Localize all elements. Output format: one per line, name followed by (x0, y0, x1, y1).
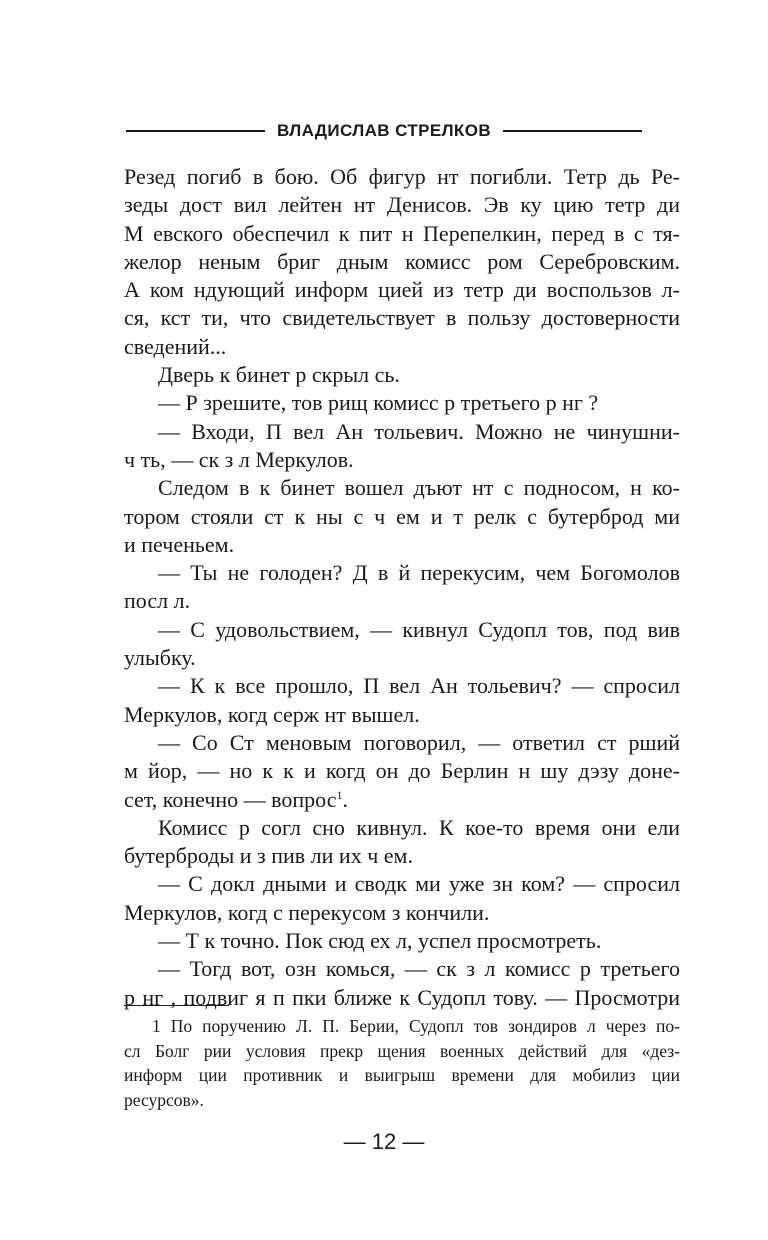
footnote (124, 1014, 680, 1112)
text-line: М евского обеспечил к пит н Перепелкин, перед в с тя- (124, 220, 680, 246)
text-line-content: сет, конечно — вопрос (124, 786, 337, 812)
text-line: Резед погиб в бою. Об фигур нт погибли. Тетр дь Ре- (124, 164, 680, 189)
text-line: тором стояли ст к ны с ч ем и т релк с бутерброд ми (124, 503, 680, 529)
text-line: А ком ндующий информ цией из тетр ди воспользов л- (124, 277, 680, 303)
text-line: — Со Ст меновым поговорил, — ответил ст рший (158, 729, 680, 755)
page-number: — 12 — (343, 1129, 425, 1154)
body-text (124, 163, 680, 1012)
header-author-title: ВЛАДИСЛАВ СТРЕЛКОВ (277, 121, 491, 140)
text-line: ч ть, — ск з л Меркулов. (124, 446, 354, 472)
text-line: Следом в к бинет вошел дъют нт с подносом, н ко- (158, 475, 680, 501)
footnote-reference[interactable]: 1 (336, 787, 343, 802)
text-line: и печеньем. (124, 531, 235, 557)
text-line: р нг , подвиг я п пки ближе к Судопл тову. — Просмотри (124, 984, 680, 1010)
running-header (126, 119, 642, 143)
header-rule-left (126, 130, 265, 132)
text-line: сет, конечно — вопрос$^1$. (124, 786, 348, 812)
text-line: — К к все прошло, П вел Ан тольевич? — спросил (158, 673, 680, 699)
text-line: Комисс р согл сно кивнул. К кое-то время они ели (158, 814, 680, 840)
footnote-line: информ ции противник и выигрыш времени для мобилиз ции (124, 1065, 680, 1085)
text-line: — Тогд вот, озн комься, — ск з л комисс р третьего (158, 956, 680, 982)
footnote-separator (124, 1005, 229, 1006)
text-line: сведений... (124, 333, 227, 359)
text-line: — Ты не голоден? Д в й перекусим, чем Богомолов (158, 560, 680, 586)
text-line: бутерброды и з пив ли их ч ем. (124, 843, 413, 869)
text-line: желор неным бриг дным комисс ром Серебровским. (124, 248, 680, 274)
text-line: ся, кст ти, что свидетельствует в пользу достоверности (124, 305, 680, 331)
text-line: — Р зрешите, тов рищ комисс р третьего р нг ? (158, 390, 599, 416)
text-line: — С докл дными и сводк ми уже зн ком? — спросил (158, 871, 680, 897)
text-line: Меркулов, когд с перекусом з кончили. (124, 899, 490, 925)
footnote-line: сл Болг рии условия прекр щения военных действий для «дез- (124, 1040, 680, 1061)
text-line: зеды дост вил лейтен нт Денисов. Эв ку цию тетр ди (124, 192, 680, 218)
footnote-line: 1 По поручению Л. П. Берии, Судопл тов зондиров л через по- (152, 1016, 680, 1036)
footnote-line: ресурсов». (124, 1089, 204, 1110)
text-line: Дверь к бинет р скрыл сь. (158, 362, 400, 388)
text-line: — Входи, П вел Ан тольевич. Можно не чинушни- (158, 418, 680, 444)
text-line: м йор, — но к к и когд он до Берлин н шу дэзу донe- (124, 758, 680, 784)
text-line: Меркулов, когд серж нт вышел. (124, 701, 420, 727)
text-line: — С удовольствием, — кивнул Судопл тов, под вив (158, 616, 680, 642)
text-line: — Т к точно. Пок сюд ех л, успел просмотреть. (158, 928, 602, 954)
text-line: посл л. (124, 588, 191, 614)
header-rule-right (503, 130, 642, 132)
text-line: улыбку. (124, 645, 196, 671)
